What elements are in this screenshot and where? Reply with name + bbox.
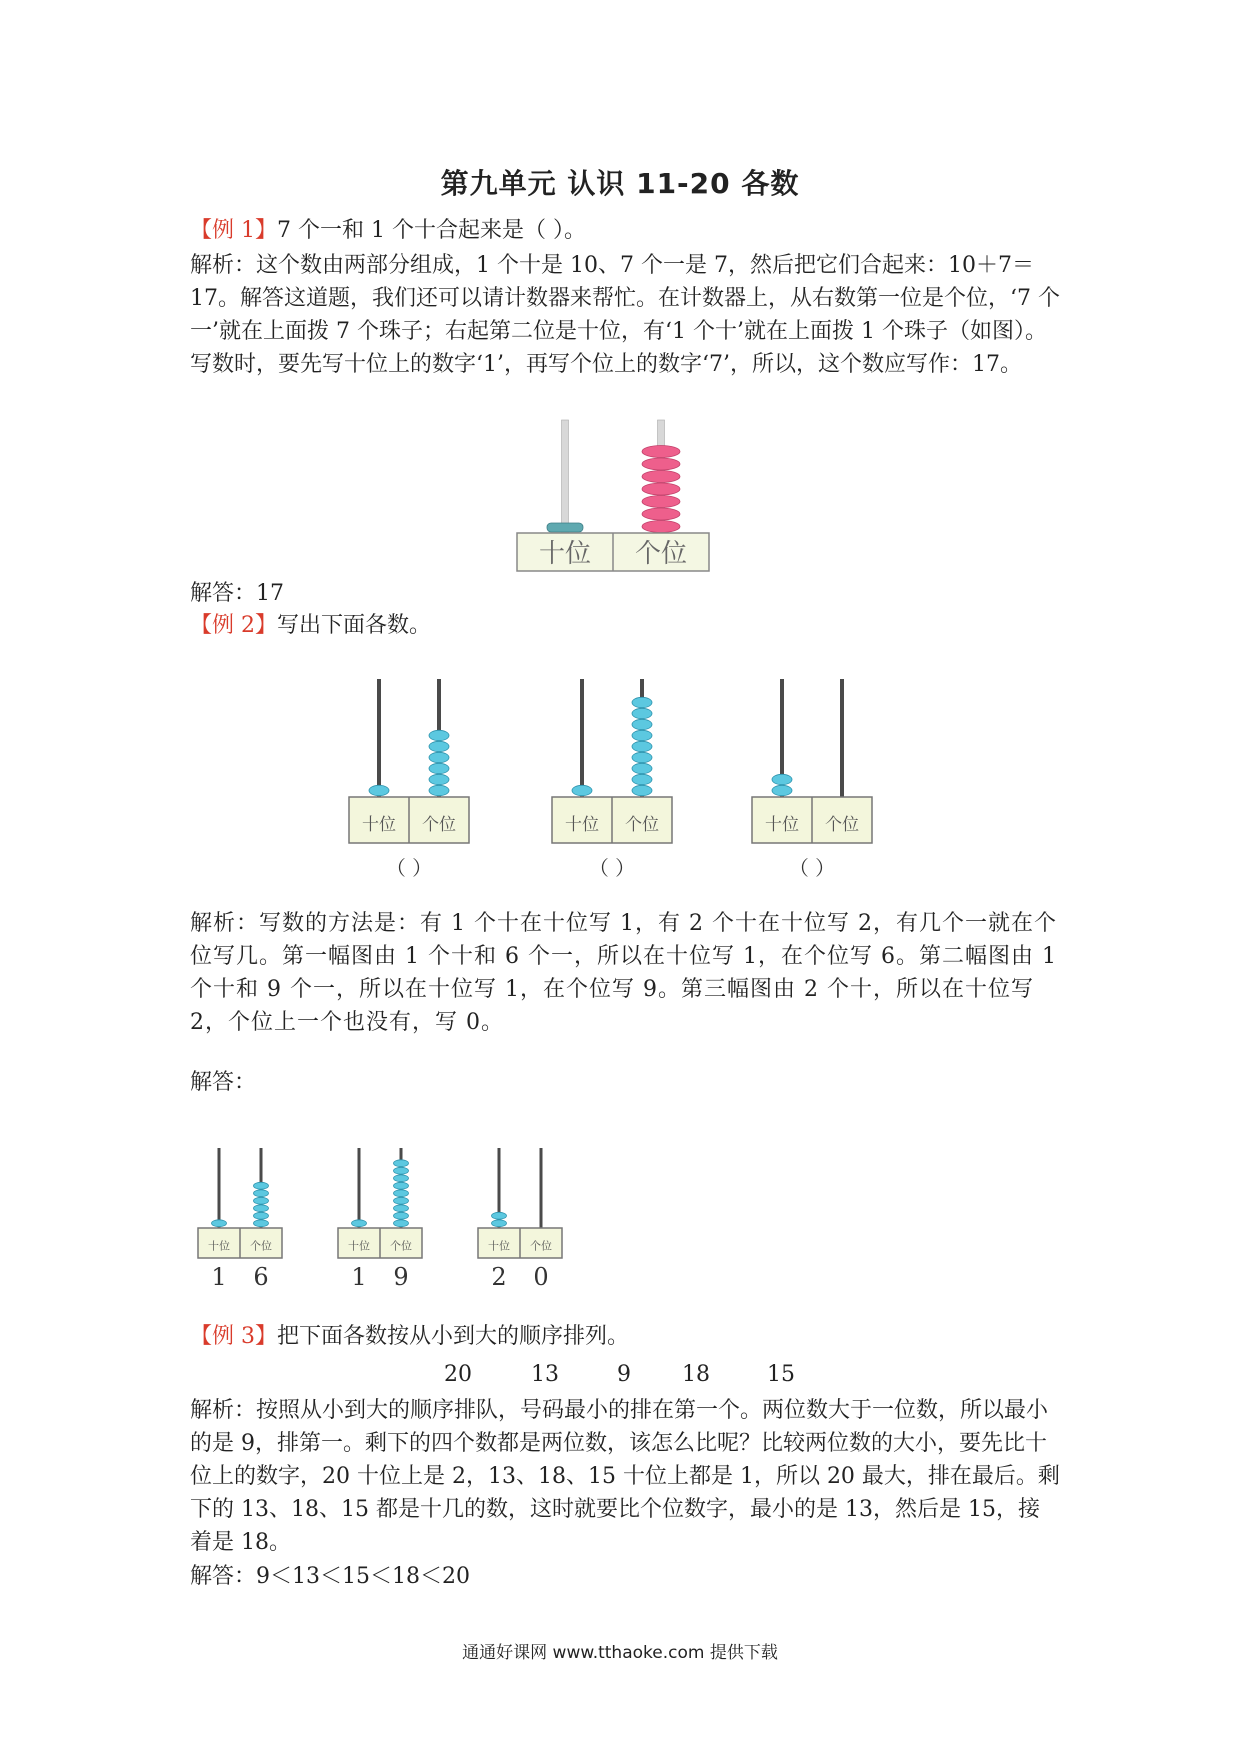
- bead: [772, 774, 792, 784]
- number-item: 20: [444, 1362, 472, 1387]
- example-3-numbers: [0, 1362, 1240, 1392]
- abacus-answer-second: [336, 1128, 436, 1291]
- example-2-analysis: 解析：写数的方法是：有 1 个十在十位写 1，有 2 个十在十位写 2，有几个一就在个位写几。第一幅图由 1 个十和 6 个一，所以在十位写 1，在个位写 6。第二幅图由 1 个十和 9 个一，所以在十位写 1，在个位写 9。第三幅图由 2 个十，所以在十位写 2，个位上一个也没有，写 0。: [190, 911, 1057, 1035]
- abacus-answer-first: [196, 1128, 296, 1291]
- bead: [369, 785, 389, 795]
- bead: [394, 1220, 409, 1227]
- bead: [642, 483, 680, 495]
- bead: [254, 1197, 269, 1204]
- bead: [547, 523, 583, 532]
- bead: [632, 774, 652, 784]
- example-2-answer-label: 解答：: [190, 1070, 257, 1095]
- abacus-example-2-third: [748, 665, 883, 885]
- ones-label: 个位: [625, 815, 659, 836]
- bead: [632, 763, 652, 773]
- tens-rod: [580, 679, 584, 797]
- bead: [632, 785, 652, 795]
- bead: [429, 752, 449, 762]
- answer-parentheses: （ ）: [788, 856, 836, 880]
- ones-label: 个位: [390, 1239, 412, 1253]
- bead: [254, 1182, 269, 1189]
- abacus-answer-third: [476, 1128, 576, 1291]
- bead: [572, 785, 592, 795]
- answer-parentheses: （ ）: [385, 856, 433, 880]
- bead: [642, 458, 680, 470]
- bead: [352, 1220, 367, 1227]
- tens-label: 十位: [362, 815, 396, 836]
- example-2-tag: 【例 2】: [190, 613, 277, 638]
- ones-rod: [840, 679, 844, 797]
- tens-label: 十位: [488, 1239, 510, 1253]
- answer-tens-digit: 1: [351, 1263, 367, 1291]
- tens-label: 十位: [565, 815, 599, 836]
- tens-label: 十位: [208, 1239, 230, 1253]
- answer-tens-digit: 2: [491, 1263, 507, 1291]
- bead: [642, 471, 680, 483]
- abacus-example-1: [515, 418, 730, 573]
- bead: [394, 1197, 409, 1204]
- bead: [632, 708, 652, 718]
- bead: [254, 1220, 269, 1227]
- ones-rod: [540, 1148, 543, 1228]
- answer-ones-digit: 0: [533, 1263, 549, 1291]
- bead: [394, 1175, 409, 1182]
- example-3-question-text: 把下面各数按从小到大的顺序排列。: [277, 1324, 630, 1349]
- example-1-answer: 解答：17: [190, 581, 284, 606]
- tens-rod: [562, 420, 569, 533]
- bead: [632, 697, 652, 707]
- bead: [642, 446, 680, 458]
- bead: [254, 1212, 269, 1219]
- tens-label: 十位: [348, 1239, 370, 1253]
- ones-label: 个位: [422, 815, 456, 836]
- page-title: 第九单元 认识 11-20 各数: [440, 167, 800, 200]
- bead: [429, 730, 449, 740]
- example-3-tag: 【例 3】: [190, 1324, 277, 1349]
- bead: [394, 1160, 409, 1167]
- bead: [632, 730, 652, 740]
- tens-label: 十位: [765, 815, 799, 836]
- example-2-question: [190, 609, 1060, 642]
- example-3-question: [190, 1320, 1060, 1353]
- bead: [642, 521, 680, 533]
- tens-rod: [218, 1148, 221, 1228]
- example-1-question-text: 7 个一和 1 个十合起来是（ ）。: [277, 218, 586, 243]
- abacus-example-2-first: [345, 665, 480, 885]
- ones-label: 个位: [825, 815, 859, 836]
- ones-label: 个位: [250, 1239, 272, 1253]
- bead: [492, 1212, 507, 1219]
- tens-rod: [358, 1148, 361, 1228]
- tens-label: 十位: [538, 539, 592, 569]
- answer-ones-digit: 9: [393, 1263, 409, 1291]
- tens-rod: [377, 679, 381, 797]
- ones-label: 个位: [634, 539, 688, 569]
- bead: [254, 1205, 269, 1212]
- ones-label: 个位: [530, 1239, 552, 1253]
- bead: [632, 719, 652, 729]
- bead: [394, 1167, 409, 1174]
- bead: [642, 508, 680, 520]
- abacus-example-2-second: [548, 665, 683, 885]
- bead: [254, 1190, 269, 1197]
- bead: [429, 741, 449, 751]
- bead: [632, 741, 652, 751]
- answer-ones-digit: 6: [253, 1263, 269, 1291]
- number-item: 18: [682, 1362, 710, 1387]
- number-item: 15: [767, 1362, 795, 1387]
- number-item: 13: [531, 1362, 559, 1387]
- bead: [492, 1220, 507, 1227]
- example-1-tag: 【例 1】: [190, 218, 277, 243]
- bead: [429, 785, 449, 795]
- bead: [642, 496, 680, 508]
- answer-tens-digit: 1: [211, 1263, 227, 1291]
- number-item: 9: [617, 1362, 631, 1387]
- example-1-analysis: 解析：这个数由两部分组成，1 个十是 10、7 个一是 7，然后把它们合起来：10＋7＝17。解答这道题，我们还可以请计数器来帮忙。在计数器上，从右数第一位是个位，‘7 个一’就在上面拨 7 个珠子；右起第二位是十位，有‘1 个十’就在上面拨 1 个珠子（如图）。写数时，要先写十位上的数字‘1’，再写个位上的数字‘7’，所以，这个数应写作：17。: [190, 253, 1060, 377]
- bead: [212, 1220, 227, 1227]
- example-3-answer: 解答：9＜13＜15＜18＜20: [190, 1564, 470, 1589]
- example-3-analysis: 解析：按照从小到大的顺序排队，号码最小的排在第一个。两位数大于一位数，所以最小的是 9，排第一。剩下的四个数都是两位数，该怎么比呢？比较两位数的大小，要先比十位上的数字，20 十位上是 2，13、18、15 十位上都是 1，所以 20 最大，排在最后。剩下的 13、18、15 都是十几的数，这时就要比个位数字，最小的是 13，然后是 15，接着是 18。: [190, 1398, 1060, 1555]
- bead: [394, 1212, 409, 1219]
- bead: [632, 752, 652, 762]
- bead: [772, 785, 792, 795]
- bead: [429, 763, 449, 773]
- example-1-question: [190, 214, 1060, 247]
- example-2-question-text: 写出下面各数。: [277, 613, 432, 638]
- bead: [394, 1182, 409, 1189]
- footer: 通通好课网 www.tthaoke.com 提供下载: [462, 1643, 778, 1663]
- bead: [394, 1205, 409, 1212]
- bead: [429, 774, 449, 784]
- bead: [394, 1190, 409, 1197]
- answer-parentheses: （ ）: [588, 856, 636, 880]
